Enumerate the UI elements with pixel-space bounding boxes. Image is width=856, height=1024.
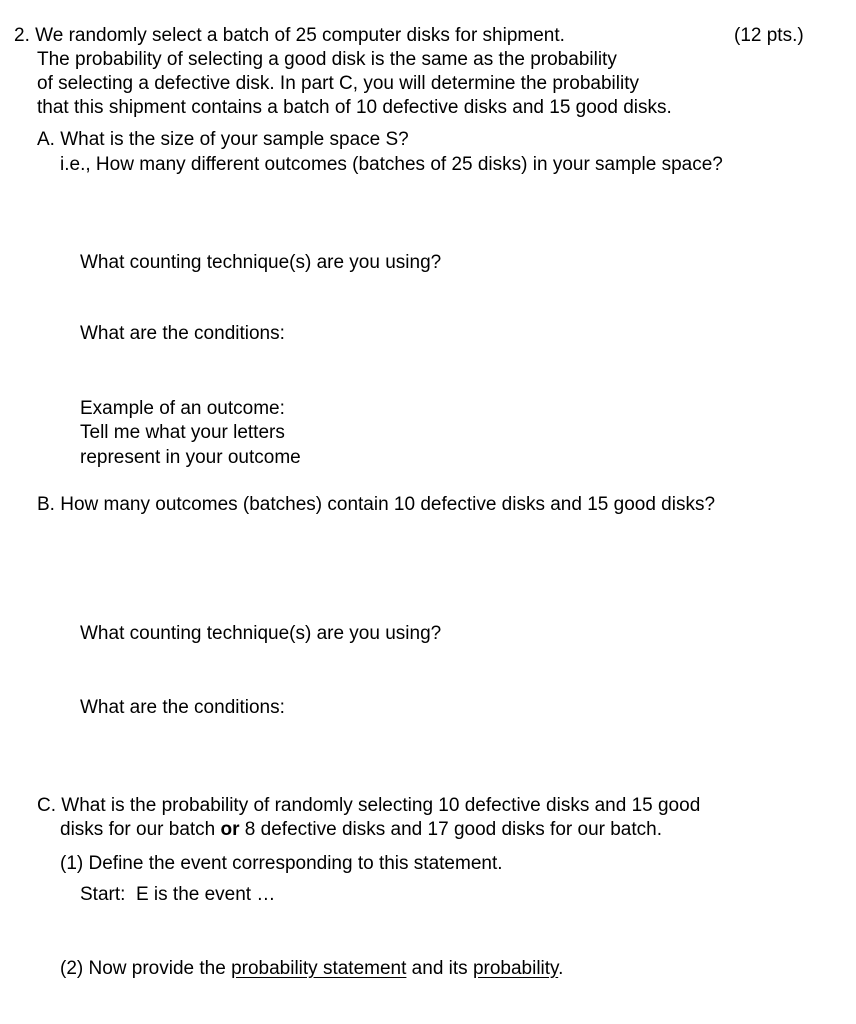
part-c-or-emphasis: or — [220, 819, 240, 840]
intro-line: We randomly select a batch of 25 computer disks for shipment. — [35, 25, 565, 46]
part-a-question: A. What is the size of your sample space S? — [37, 129, 409, 150]
intro-line: of selecting a defective disk. In part C, you will determine the probability — [37, 73, 639, 94]
part-c-sub2-middle: and its — [406, 958, 473, 979]
part-a-conditions-prompt: What are the conditions: — [80, 323, 285, 344]
probability-underlined: probability — [472, 958, 559, 979]
part-a-subquestion: i.e., How many different outcomes (batches of 25 disks) in your sample space? — [60, 154, 723, 175]
part-b-technique-prompt: What counting technique(s) are you using? — [80, 623, 442, 644]
points-label: (12 pts.) — [734, 25, 804, 46]
part-c-sub2-end: . — [558, 958, 564, 979]
probability-statement-underlined: probability statement — [231, 958, 407, 979]
part-b-question: B. How many outcomes (batches) contain 10 defective disks and 15 good disks? — [37, 494, 716, 515]
part-c-question-line-1: C. What is the probability of randomly selecting 10 defective disks and 15 good — [37, 795, 701, 816]
part-c-sub2-start: (2) Now provide the — [60, 958, 232, 979]
part-c-subquestion-1: (1) Define the event corresponding to this statement. — [60, 853, 503, 874]
question-number: 2. — [14, 25, 30, 46]
part-b-conditions-prompt: What are the conditions: — [80, 697, 285, 718]
part-c-line2-start: disks for our batch — [60, 819, 221, 840]
part-c-subquestion-2 — [60, 957, 563, 981]
part-a-technique-prompt: What counting technique(s) are you using? — [80, 252, 442, 273]
part-c-line2-end: 8 defective disks and 17 good disks for our batch. — [239, 819, 663, 840]
question-number-and-intro-line-1 — [14, 24, 565, 48]
part-a-example-line: Example of an outcome: — [80, 398, 285, 419]
part-c-start-hint: Start: E is the event … — [80, 884, 276, 905]
part-c-question-line-2 — [60, 818, 662, 842]
part-a-example-line: Tell me what your letters — [80, 422, 285, 443]
intro-line: that this shipment contains a batch of 10 defective disks and 15 good disks. — [37, 97, 672, 118]
part-a-example-line: represent in your outcome — [80, 447, 301, 468]
intro-line: The probability of selecting a good disk is the same as the probability — [37, 49, 617, 70]
